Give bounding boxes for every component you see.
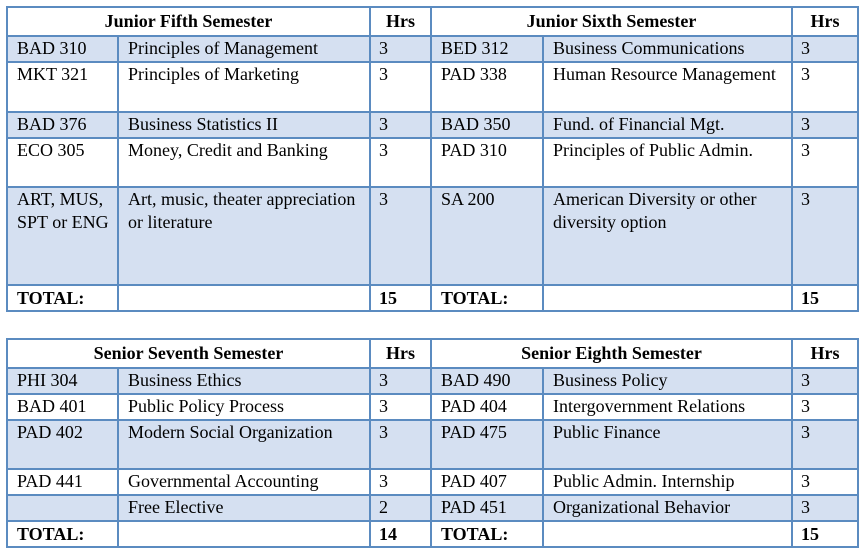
- course-title: Organizational Behavior: [543, 495, 792, 521]
- course-hours: 3: [792, 495, 858, 521]
- table-row: [7, 36, 858, 62]
- course-title: Human Resource Management: [543, 62, 792, 112]
- course-title: Public Policy Process: [118, 394, 370, 420]
- course-hours: 3: [370, 62, 431, 112]
- course-hours: 3: [792, 62, 858, 112]
- course-code: PAD 475: [431, 420, 543, 469]
- course-code: BAD 350: [431, 112, 543, 138]
- course-hours: 3: [792, 469, 858, 495]
- course-code: BAD 401: [7, 394, 118, 420]
- course-title: Principles of Public Admin.: [543, 138, 792, 187]
- right-total-hours: 15: [792, 285, 858, 311]
- right-semester-header: Senior Eighth Semester: [431, 339, 792, 368]
- course-title: Public Finance: [543, 420, 792, 469]
- course-code: BAD 310: [7, 36, 118, 62]
- junior-schedule-table: [6, 6, 859, 312]
- left-total-hours: 15: [370, 285, 431, 311]
- table-row: [7, 62, 858, 112]
- total-label: TOTAL:: [7, 285, 118, 311]
- course-hours: 3: [370, 469, 431, 495]
- course-hours: 3: [792, 36, 858, 62]
- course-code: PAD 407: [431, 469, 543, 495]
- table-row: [7, 368, 858, 394]
- course-code: PAD 441: [7, 469, 118, 495]
- course-code: BED 312: [431, 36, 543, 62]
- total-label: TOTAL:: [431, 285, 543, 311]
- course-title: Free Elective: [118, 495, 370, 521]
- course-hours: 3: [370, 368, 431, 394]
- total-spacer: [543, 285, 792, 311]
- course-hours: 3: [370, 112, 431, 138]
- total-row: [7, 521, 858, 547]
- course-code: PAD 451: [431, 495, 543, 521]
- course-hours: 3: [792, 112, 858, 138]
- course-title: Business Statistics II: [118, 112, 370, 138]
- right-hrs-header: Hrs: [792, 7, 858, 36]
- right-total-hours: 15: [792, 521, 858, 547]
- course-hours: 3: [792, 138, 858, 187]
- course-code: [7, 495, 118, 521]
- total-spacer: [118, 285, 370, 311]
- course-code: BAD 376: [7, 112, 118, 138]
- course-hours: 3: [792, 394, 858, 420]
- course-title: Business Policy: [543, 368, 792, 394]
- left-total-hours: 14: [370, 521, 431, 547]
- table-row: [7, 420, 858, 469]
- course-hours: 3: [370, 36, 431, 62]
- course-code: PAD 402: [7, 420, 118, 469]
- course-title: American Diversity or other diversity option: [543, 187, 792, 285]
- right-semester-header: Junior Sixth Semester: [431, 7, 792, 36]
- table-row: [7, 495, 858, 521]
- course-hours: 3: [370, 187, 431, 285]
- course-hours: 3: [370, 394, 431, 420]
- total-row: [7, 285, 858, 311]
- header-row: [7, 339, 858, 368]
- left-hrs-header: Hrs: [370, 7, 431, 36]
- header-row: [7, 7, 858, 36]
- course-hours: 2: [370, 495, 431, 521]
- course-code: PAD 338: [431, 62, 543, 112]
- course-title: Money, Credit and Banking: [118, 138, 370, 187]
- course-hours: 3: [370, 138, 431, 187]
- total-label: TOTAL:: [7, 521, 118, 547]
- table-row: [7, 138, 858, 187]
- course-hours: 3: [792, 187, 858, 285]
- table-row: [7, 187, 858, 285]
- course-title: Public Admin. Internship: [543, 469, 792, 495]
- course-title: Governmental Accounting: [118, 469, 370, 495]
- course-code: SA 200: [431, 187, 543, 285]
- course-title: Fund. of Financial Mgt.: [543, 112, 792, 138]
- course-code: ART, MUS, SPT or ENG: [7, 187, 118, 285]
- course-hours: 3: [792, 368, 858, 394]
- course-code: PAD 310: [431, 138, 543, 187]
- course-code: BAD 490: [431, 368, 543, 394]
- table-row: [7, 112, 858, 138]
- total-spacer: [118, 521, 370, 547]
- course-code: PAD 404: [431, 394, 543, 420]
- total-spacer: [543, 521, 792, 547]
- left-semester-header: Senior Seventh Semester: [7, 339, 370, 368]
- course-title: Modern Social Organization: [118, 420, 370, 469]
- course-code: ECO 305: [7, 138, 118, 187]
- course-hours: 3: [792, 420, 858, 469]
- total-label: TOTAL:: [431, 521, 543, 547]
- course-code: MKT 321: [7, 62, 118, 112]
- course-title: Principles of Management: [118, 36, 370, 62]
- table-row: [7, 469, 858, 495]
- course-title: Intergovernment Relations: [543, 394, 792, 420]
- course-hours: 3: [370, 420, 431, 469]
- left-hrs-header: Hrs: [370, 339, 431, 368]
- course-code: PHI 304: [7, 368, 118, 394]
- course-title: Principles of Marketing: [118, 62, 370, 112]
- course-title: Art, music, theater appreciation or literature: [118, 187, 370, 285]
- table-row: [7, 394, 858, 420]
- right-hrs-header: Hrs: [792, 339, 858, 368]
- senior-schedule-table: [6, 338, 859, 548]
- course-title: Business Ethics: [118, 368, 370, 394]
- course-title: Business Communications: [543, 36, 792, 62]
- left-semester-header: Junior Fifth Semester: [7, 7, 370, 36]
